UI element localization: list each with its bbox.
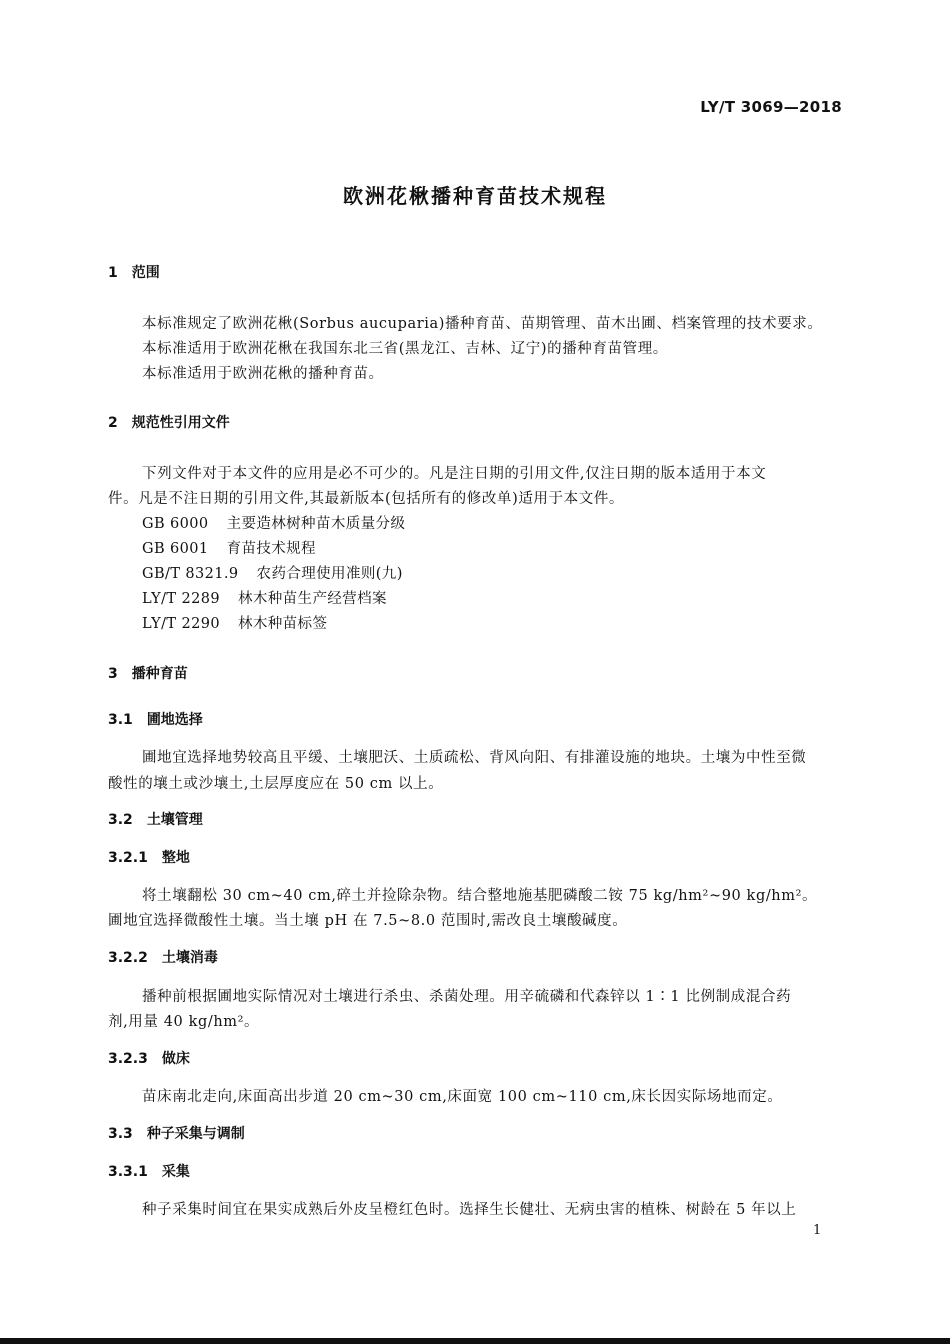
section-number: 3.2.2 xyxy=(108,950,148,966)
paragraph: 圃地宜选择地势较高且平缓、土壤肥沃、土质疏松、背风向阳、有排灌设施的地块。土壤为中性至微 xyxy=(142,750,807,766)
paragraph-continued: 酸性的壤土或沙壤土,土层厚度应在 50 cm 以上。 xyxy=(108,776,444,792)
bottom-divider xyxy=(0,1338,950,1344)
section-heading-1 xyxy=(108,262,160,282)
section-label: 种子采集与调制 xyxy=(146,1126,245,1142)
section-number: 3.3 xyxy=(108,1126,133,1142)
section-label: 土壤消毒 xyxy=(161,950,218,966)
reference-name: 育苗技术规程 xyxy=(226,541,316,557)
section-number: 3 xyxy=(108,666,118,682)
section-label: 圃地选择 xyxy=(146,712,203,728)
section-label: 土壤管理 xyxy=(146,812,203,828)
paragraph: 本标准适用于欧洲花楸在我国东北三省(黑龙江、吉林、辽宁)的播种育苗管理。 xyxy=(142,341,668,357)
paragraph: 将土壤翻松 30 cm~40 cm,碎土并捡除杂物。结合整地施基肥磷酸二铵 75 kg/hm²~90 kg/hm²。 xyxy=(142,888,818,904)
section-number: 3.2.1 xyxy=(108,850,148,866)
reference-code: GB/T 8321.9 xyxy=(142,566,239,582)
reference-code: GB 6001 xyxy=(142,541,209,557)
paragraph: 本标准适用于欧洲花楸的播种育苗。 xyxy=(142,366,384,382)
paragraph: 苗床南北走向,床面高出步道 20 cm~30 cm,床面宽 100 cm~110 cm,床长因实际场地而定。 xyxy=(142,1089,783,1105)
reference-code: GB 6000 xyxy=(142,516,209,532)
section-heading-2 xyxy=(108,412,230,432)
section-label: 播种育苗 xyxy=(131,666,188,682)
paragraph: 种子采集时间宜在果实成熟后外皮呈橙红色时。选择生长健壮、无病虫害的植株、树龄在 5 年以上 xyxy=(142,1202,797,1218)
subsection-heading-3-2-2 xyxy=(108,947,218,967)
subsection-heading-3-2-3 xyxy=(108,1048,190,1068)
section-label: 做床 xyxy=(161,1051,190,1067)
paragraph: 本标准规定了欧洲花楸(Sorbus aucuparia)播种育苗、苗期管理、苗木出圃、档案管理的技术要求。 xyxy=(142,316,823,332)
reference-code: LY/T 2290 xyxy=(142,616,220,632)
section-number: 3.2 xyxy=(108,812,133,828)
section-label: 整地 xyxy=(161,850,190,866)
paragraph-continued: 件。凡是不注日期的引用文件,其最新版本(包括所有的修改单)适用于本文件。 xyxy=(108,491,625,507)
section-label: 范围 xyxy=(131,265,160,281)
paragraph-continued: 剂,用量 40 kg/hm²。 xyxy=(108,1014,260,1030)
section-number: 2 xyxy=(108,415,118,431)
subsection-heading-3-1 xyxy=(108,709,203,729)
reference-item xyxy=(142,537,316,558)
subsection-heading-3-2-1 xyxy=(108,847,190,867)
paragraph: 下列文件对于本文件的应用是必不可少的。凡是注日期的引用文件,仅注日期的版本适用于本文 xyxy=(142,466,767,482)
paragraph-continued: 圃地宜选择微酸性土壤。当土壤 pH 在 7.5~8.0 范围时,需改良土壤酸碱度。 xyxy=(108,913,628,929)
section-number: 3.3.1 xyxy=(108,1164,148,1180)
section-heading-3 xyxy=(108,663,188,683)
reference-item xyxy=(142,562,403,583)
reference-item xyxy=(142,587,387,608)
paragraph: 播种前根据圃地实际情况对土壤进行杀虫、杀菌处理。用辛硫磷和代森锌以 1∶1 比例制成混合药 xyxy=(142,989,792,1005)
reference-code: LY/T 2289 xyxy=(142,591,220,607)
section-label: 规范性引用文件 xyxy=(131,415,230,431)
reference-name: 林木种苗生产经营档案 xyxy=(237,591,387,607)
reference-name: 林木种苗标签 xyxy=(237,616,328,632)
standard-number: LY/T 3069—2018 xyxy=(700,98,842,116)
reference-item xyxy=(142,512,405,533)
reference-name: 主要造林树种苗木质量分级 xyxy=(226,516,406,532)
page-number: 1 xyxy=(813,1223,822,1238)
document-title: 欧洲花楸播种育苗技术规程 xyxy=(343,184,607,208)
section-number: 3.1 xyxy=(108,712,133,728)
subsection-heading-3-3-1 xyxy=(108,1161,190,1181)
reference-name: 农药合理使用准则(九) xyxy=(256,566,403,582)
section-number: 3.2.3 xyxy=(108,1051,148,1067)
section-label: 采集 xyxy=(161,1164,190,1180)
subsection-heading-3-2 xyxy=(108,809,203,829)
subsection-heading-3-3 xyxy=(108,1123,245,1143)
section-number: 1 xyxy=(108,265,118,281)
reference-item xyxy=(142,612,327,633)
